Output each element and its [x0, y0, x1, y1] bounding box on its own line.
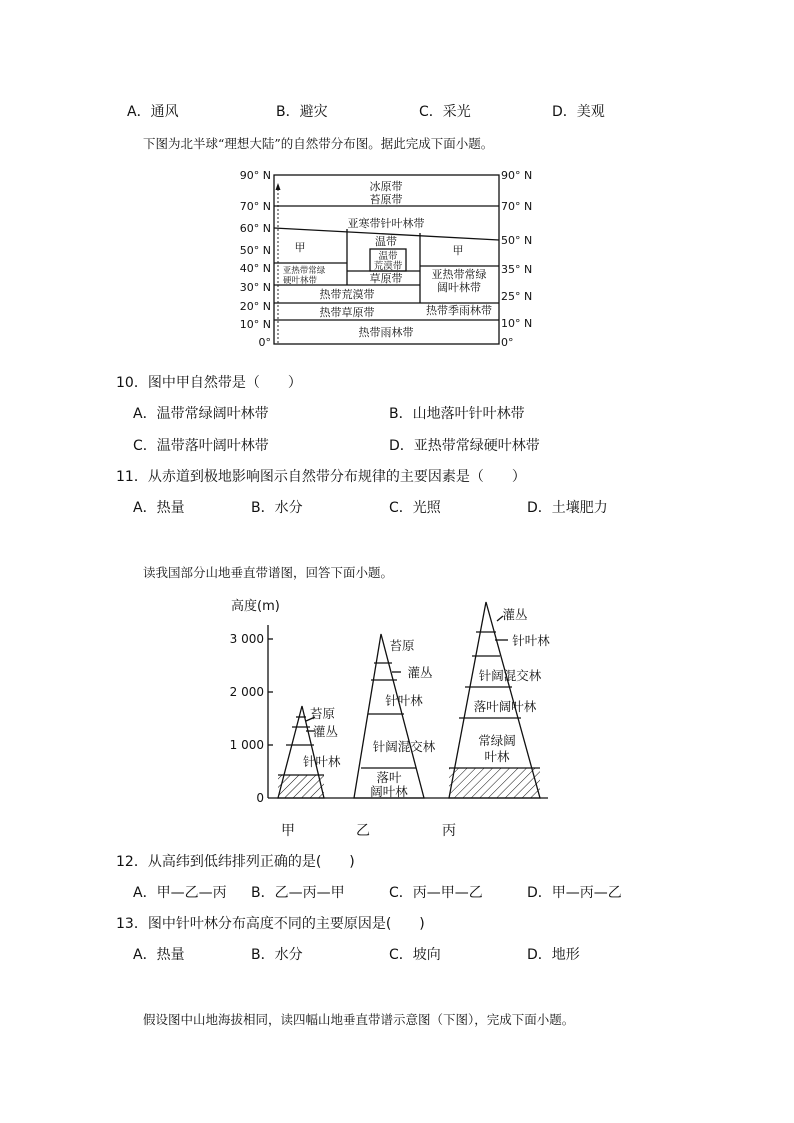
left-lat-50: 50° N	[239, 244, 271, 257]
intro-ideal-continent: 下图为北半球“理想大陆”的自然带分布图。据此完成下面小题。	[143, 136, 494, 151]
mountain-name-yi: 乙	[356, 823, 370, 839]
left-lat-90: 90° N	[239, 169, 271, 182]
zone-subtropical-broadleaf-1: 亚热带常绿	[431, 268, 487, 281]
q10-option-d[interactable]: D．亚热带常绿硬叶林带	[389, 438, 540, 454]
zone-subtropical-hardleaf-1: 亚热带常绿	[282, 266, 326, 276]
q9-option-c[interactable]: C．采光	[419, 104, 471, 120]
q10-stem: 10．图中甲自然带是（ ）	[116, 375, 302, 391]
left-lat-20: 20° N	[239, 300, 271, 313]
mountain-name-jia: 甲	[281, 823, 295, 839]
q11-stem: 11．从赤道到极地影响图示自然带分布规律的主要因素是（ ）	[116, 469, 526, 485]
mountain-zonation-diagram	[0, 590, 794, 850]
mountain-bing-shrub: 灌丛	[502, 607, 528, 622]
right-lat-25: 25° N	[501, 290, 533, 303]
zone-monsoon-forest: 热带季雨林带	[426, 304, 492, 317]
q13-option-d[interactable]: D．地形	[527, 947, 580, 963]
mountain-jia-conifer: 针叶林	[303, 754, 341, 769]
y-tick-3000: 3 000	[229, 632, 264, 646]
zone-jia-right: 甲	[452, 244, 464, 257]
q12-option-c[interactable]: C．丙—甲—乙	[389, 885, 483, 901]
q10-option-c[interactable]: C．温带落叶阔叶林带	[133, 438, 269, 454]
mountain-bing-evergreen-1: 常绿阔	[478, 733, 516, 748]
zone-tundra: 苔原带	[369, 193, 403, 206]
q12-option-d[interactable]: D．甲—丙—乙	[527, 885, 622, 901]
right-lat-0: 0°	[501, 336, 514, 349]
zone-tropical-desert: 热带荒漠带	[319, 288, 375, 301]
zone-subtropical-hardleaf-2: 硬叶林带	[282, 276, 318, 286]
q9-option-d[interactable]: D．美观	[552, 104, 605, 120]
mountain-jia-tundra: 苔原	[310, 706, 336, 721]
left-lat-60: 60° N	[239, 222, 271, 235]
q13-stem: 13．图中针叶林分布高度不同的主要原因是( )	[116, 916, 425, 932]
intro-four-mountains: 假设图中山地海拔相同，读四幅山地垂直带谱示意图（下图），完成下面小题。	[143, 1012, 575, 1027]
zone-temperate-desert-1: 温带	[378, 251, 398, 262]
right-lat-50: 50° N	[501, 234, 533, 247]
mountain-yi-conifer: 针叶林	[385, 693, 423, 708]
left-lat-70: 70° N	[239, 200, 271, 213]
zone-temperate-desert-2: 荒漠带	[373, 261, 403, 272]
y-tick-2000: 2 000	[229, 685, 264, 699]
left-lat-40: 40° N	[239, 262, 271, 275]
mountain-jia-shrub: 灌丛	[313, 724, 339, 739]
right-lat-70: 70° N	[501, 200, 533, 213]
q13-option-b[interactable]: B．水分	[251, 947, 303, 963]
zone-taiga: 亚寒带针叶林带	[347, 217, 425, 230]
q12-stem: 12．从高纬到低纬排列正确的是( )	[116, 854, 355, 870]
mountain-bing-deciduous: 落叶阔叶林	[473, 699, 537, 714]
mountain-bing-evergreen-2: 叶林	[484, 749, 510, 764]
mountain-name-bing: 丙	[442, 823, 456, 839]
q10-option-a[interactable]: A．温带常绿阔叶林带	[133, 406, 269, 422]
intro-mountain-zones: 读我国部分山地垂直带谱图，回答下面小题。	[143, 565, 394, 580]
q10-option-b[interactable]: B．山地落叶针叶林带	[389, 406, 525, 422]
zone-subtropical-broadleaf-2: 阔叶林带	[437, 281, 481, 294]
mountain-bing-mixed: 针阔混交林	[478, 668, 542, 683]
left-lat-0: 0°	[258, 336, 271, 349]
left-lat-30: 30° N	[239, 281, 271, 294]
zone-rainforest: 热带雨林带	[358, 326, 414, 339]
zone-steppe: 草原带	[369, 272, 403, 285]
mountain-yi-deciduous-1: 落叶	[376, 770, 402, 785]
left-lat-10: 10° N	[239, 318, 271, 331]
q9-option-a[interactable]: A．通风	[127, 104, 179, 120]
q11-option-d[interactable]: D．土壤肥力	[527, 500, 608, 516]
ideal-continent-diagram	[0, 165, 794, 365]
q12-option-b[interactable]: B．乙—丙—甲	[251, 885, 345, 901]
zone-jia-left: 甲	[294, 241, 306, 254]
zone-temperate: 温带	[375, 235, 397, 248]
y-tick-0: 0	[256, 791, 264, 805]
right-lat-10: 10° N	[501, 317, 533, 330]
mountain-bing-conifer: 针叶林	[512, 633, 550, 648]
mountain-yi-mixed: 针阔混交林	[372, 739, 436, 754]
q9-option-b[interactable]: B．避灾	[276, 104, 328, 120]
q11-option-b[interactable]: B．水分	[251, 500, 303, 516]
q13-option-a[interactable]: A．热量	[133, 947, 185, 963]
q11-option-c[interactable]: C．光照	[389, 500, 441, 516]
zone-savanna: 热带草原带	[319, 306, 375, 319]
y-axis-label: 高度(m)	[231, 599, 280, 614]
zone-ice: 冰原带	[369, 180, 403, 193]
y-tick-1000: 1 000	[229, 738, 264, 752]
q13-option-c[interactable]: C．坡向	[389, 947, 441, 963]
right-lat-35: 35° N	[501, 263, 533, 276]
mountain-yi-shrub: 灌丛	[407, 665, 433, 680]
q11-option-a[interactable]: A．热量	[133, 500, 185, 516]
mountain-yi-tundra: 苔原	[389, 638, 415, 653]
right-lat-90: 90° N	[501, 169, 533, 182]
mountain-yi-deciduous-2: 阔叶林	[370, 784, 408, 799]
q12-option-a[interactable]: A．甲—乙—丙	[133, 885, 227, 901]
